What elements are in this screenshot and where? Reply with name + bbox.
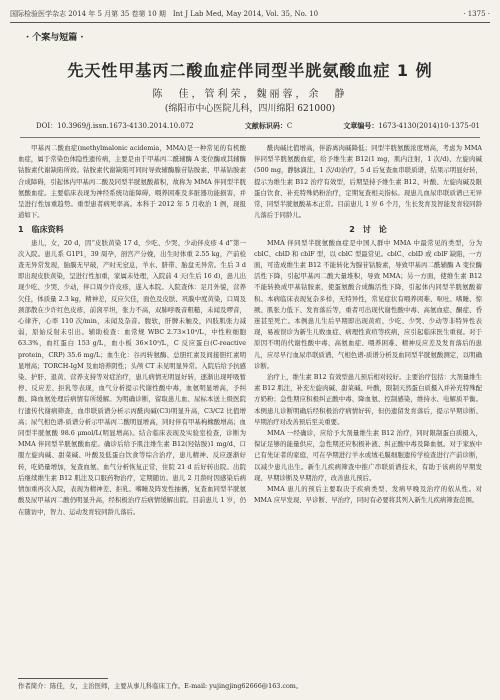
- continued-paragraph: 酰肉碱比值增高，伴游离肉碱降低；同型半胱氨酸浓度增高，考虑为 MMA 伴同型半胱氨酸血症，给予维生素 B12(1 mg，肌内注射，1 次/d)、左旋肉碱(500 mg，静脉滴注，1 次/d)治疗，5 d 后复查血串联质谱，结果示明显好转，提示为维生素 B12 治疗有效型，后期坚持予维生素 B12、叶酸、左旋肉碱及限蛋白饮食、补充特殊奶粉治疗，定期复查相关指标。现患儿血尿串联质谱已无异常，同型半胱氨酸基本正常。目前患儿 1 岁 6 个月，生长发育及智能发育较同龄儿落后于同龄儿。: [254, 144, 482, 220]
- article-title: 先天性甲基丙二酸血症伴同型半胱氨酸血症 1 例: [67, 61, 433, 80]
- section-heading-clinical: 1 临床资料: [18, 225, 64, 235]
- discussion-paragraph-4: MMA 患儿的预后主要取决于疾病类型、发病早晚及治疗的依从性。对 MMA 应早发现、早诊断、早治疗，同时有必要将其列入新生儿疾病筛查范围。: [254, 485, 482, 505]
- meta-divider: [20, 137, 480, 138]
- header-journal-info: 国际检验医学杂志 2014 年 5 月第 35 卷第 10 期 Int J Lab Med, May 2014, Vol. 35, No. 10: [10, 10, 319, 18]
- author-affiliation: (绵阳市中心医院儿科，四川绵阳 621000): [164, 104, 336, 114]
- discussion-paragraph-1: MMA 伴同型半胱氨酸血症是中国人群中 MMA 中最常见的类型，分为 cblC、cblD 和 cblF 型，以 cblC 型最常见。cblC、cblD 或 cblF 缺陷，一方面，可造成维生素 B12 不能转化为腺苷钴胺素，导致甲基丙二酰辅酶 A 变位酶活性下降，引起甲基丙二酸大量堆积，导致 MMA；另一方面，使维生素 B12 不能转换成甲基钴胺素，使蛋氨酸合成酶活性下降，引起体内同型半胱氨酸蓄积。本病临床表现复杂多样，无特异性，常见症状有喂养困难、呕吐、嗜睡、惊厥、肌张力低下、发育落后等，重者可出现代谢性酸中毒、高氨血症、酮症、昏迷甚至死亡。本例患儿生后早期即出现黄疸、少吃、少哭、少动等非特异性表现，易被误诊为新生儿败血症、病理性黄疸等疾病，应引起临床医生重视。对于原因不明的代谢性酸中毒、高氨血症、喂养困难、精神反应差及发育落后的患儿，应尽早行血尿串联质谱、气相色谱-质谱分析及血同型半胱氨酸测定，以明确诊断。: [254, 238, 482, 370]
- section-tag: · 个案与短篇 ·: [26, 33, 84, 43]
- discussion-paragraph-2: 治疗上，维生素 B12 有效型患儿预后相对较好。主要治疗包括：大剂量维生素 B12 肌注，补充左旋肉碱、甜菜碱、叶酸，限制天然蛋白质摄入并补充特殊配方奶粉；急性期应积极纠正酸中毒、降血氨、控制感染，维持水、电解质平衡。本例患儿诊断明确后经积极治疗病情好转，但仍遗留发育落后，提示早期诊断、早期治疗对改善预后至关重要。: [254, 373, 482, 426]
- document-code: [245, 121, 292, 131]
- article-meta: [36, 121, 480, 131]
- article-id-value: 1673-4130(2014)10-1375-01: [378, 122, 480, 130]
- running-header: [10, 6, 490, 23]
- author-list: 陈 佳，管利荣，魏丽蓉，余 静: [152, 89, 348, 100]
- article-id: [343, 121, 480, 131]
- doi: DOI：10.3969/j.issn.1673-4130.2014.10.072: [36, 122, 194, 130]
- header-page-number: · 1375 ·: [463, 10, 490, 18]
- footnote-divider: [18, 678, 108, 679]
- author-footnote: 作者简介：陈佳，女，主治医师，主要从事儿科临床工作。E-mail: yujingjing62666@163.com。: [18, 682, 303, 690]
- document-code-value: C: [286, 122, 293, 130]
- right-column: [254, 143, 482, 507]
- section-heading-discussion: 2 讨 论: [349, 225, 387, 235]
- discussion-paragraph-3: MMA 一经确诊，应给予大剂量维生素 B12 治疗，同时限制蛋白质摄入，保证足够的能量供应，急性期还应积极补液、纠正酸中毒及降血氨。对于家族中已有先证者的家庭，可在孕期进行羊水或绒毛膜细胞遗传学检查进行产前诊断，以减少患儿出生。新生儿疾病筛查中推广串联质谱技术，有助于该病的早期发现、早期诊断及早期治疗，改善患儿预后。: [254, 429, 482, 482]
- case-paragraph: 患儿，女，20 d，因“皮肤黄染 17 d，少吃、少哭、少动伴皮疹 4 d”第一次入院。患儿系 G1P1，39 周孕，剖宫产分娩，出生时体重 2.55 kg，产前检查无异常发现，胎膜无早破，产时无窒息，羊水、脐带、胎盘无异常。生后 3 d 即出现皮肤黄染，呈进行性加重，家属未处理，入院前 4 天(生后 16 d)，患儿出现少吃、少哭、少动，伴口周少许皮疹，遂入本院。入院查体：足月外貌，营养欠佳，体质量 2.3 kg，精神差，反应欠佳，面色及皮肤、巩膜中度黄染，口周及颈部散在少许红色皮疹，前囟平坦，张力不高，双肺呼吸音粗糙，未闻及啰音，心律齐，心率 110 次/min，未闻及杂音。腹软，肝脾未触及，四肢肌张力减弱，原始反射未引出。辅助检查：血常规 WBC 2.73×10⁹/L，中性粒细胞 63.3%，血红蛋白 153 g/L，血小板 36×10⁹/L，C 反应蛋白(C-reactive protein，CRP) 35.6 mg/L；血生化：谷丙转氨酶、总胆红素及间接胆红素明显增高；TORCH-IgM 及血培养阴性；头颅 CT 未见明显异常。入院后给予抗感染、护肝、退黄、营养支持等对症治疗，患儿病情无明显好转，逐渐出现呼吸暂停、反应差、拒乳等表现，血气分析提示代谢性酸中毒，血氨明显增高，予纠酸、降血氨处理后病情有所缓解。为明确诊断，留取患儿血、尿标本送上级医院行遗传代谢病筛查，血串联质谱分析示丙酰肉碱(C3)明显升高，C3/C2 比值增高；尿气相色谱-质谱分析示甲基丙二酸明显增高，同时伴有甲基枸橼酸增高；血同型半胱氨酸 98.6 μmol/L(明显增高)。结合临床表现及实验室检查，诊断为 MMA 伴同型半胱氨酸血症。确诊后给予肌注维生素 B12(羟钴胺)1 mg/d、口服左旋肉碱、甜菜碱、叶酸及低蛋白饮食等综合治疗，患儿精神、反应逐渐好转，吃奶量增加，复查血氨、血气分析恢复正常，住院 21 d 后好转出院。出院后继续维生素 B12 肌注及口服药物治疗，定期随访。患儿 2 月龄时因感染后病情加重再次入院，表现为精神差、拒乳、嗜睡及阵发性抽搐，复查血同型半胱氨酸及尿甲基丙二酸仍明显升高，经积极治疗后病情缓解出院。目前患儿 1 岁，仍在随访中，智力、运动发育较同龄儿落后。: [18, 238, 246, 516]
- intro-paragraph: 甲基丙二酸血症(methylmalonic acidemia，MMA)是一种常见的有机酸血症，属于常染色体隐性遗传病，主要是由于甲基丙二酰辅酶 A 变位酶或其辅酶钴胺素代谢缺陷所致。钴胺素代谢缺陷可同时导致辅酶腺苷钴胺素、甲基钴胺素合成障碍，引起体内甲基丙二酸及同型半胱氨酸蓄积，故称为 MMA 伴同型半胱氨酸血症。主要临床表现为神经系统功能障碍、喂养困难及多脏器功能损害，并呈进行性加重趋势。重型患者病死率高。本科于 2012 年 5 月收治 1 例，现报道如下。: [18, 144, 246, 220]
- article-id-label: 文章编号：: [343, 121, 379, 130]
- left-column: [18, 143, 246, 518]
- document-code-label: 文献标识码：: [244, 121, 287, 130]
